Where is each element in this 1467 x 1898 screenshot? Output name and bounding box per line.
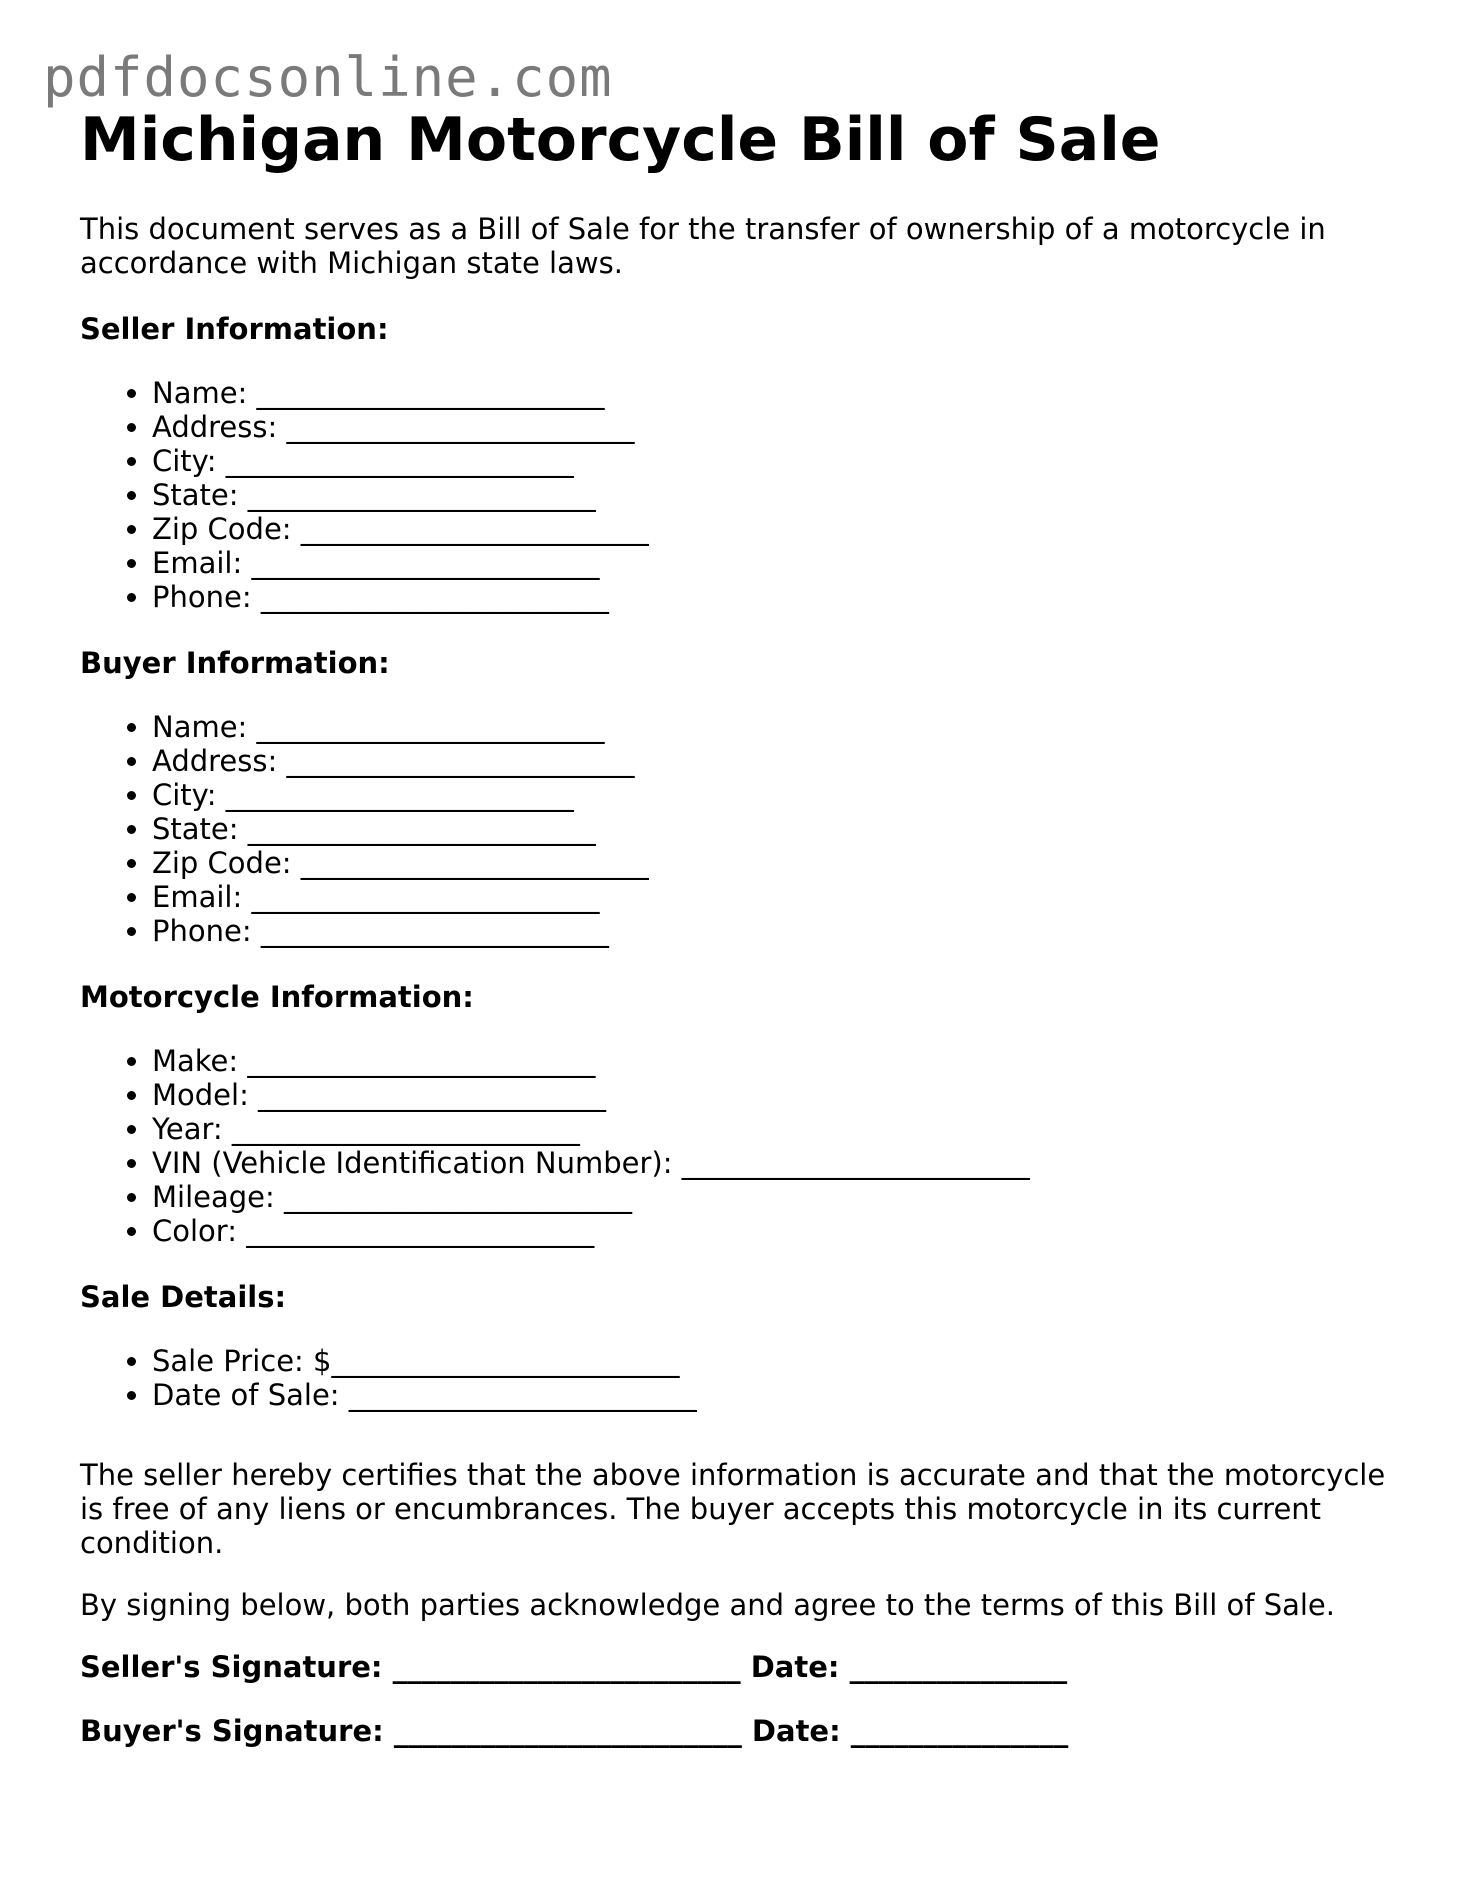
seller-phone-field: • Phone: ________________________ [152,580,1400,614]
motorcycle-mileage-field: • Mileage: ________________________ [152,1180,1400,1214]
buyer-city-field: • City: ________________________ [152,778,1400,812]
watermark: pdfdocsonline.com [43,46,613,109]
seller-state-field: • State: ________________________ [152,478,1400,512]
seller-information-heading: Seller Information: [80,312,389,346]
date-of-sale-field: • Date of Sale: ________________________ [152,1378,1400,1412]
buyer-name-field: • Name: ________________________ [152,710,1400,744]
buyer-zip-code-field: • Zip Code: ________________________ [152,846,1400,880]
buyer-state-field: • State: ________________________ [152,812,1400,846]
sale-details-heading: Sale Details: [80,1280,287,1314]
document-body [80,100,1400,1748]
sale-fields-list [80,1344,1400,1412]
buyer-phone-field: • Phone: ________________________ [152,914,1400,948]
motorcycle-vin-field: • VIN (Vehicle Identification Number): ________________________ [152,1146,1400,1180]
buyer-signature-line: Buyer's Signature: ________________________ Date: _______________ [80,1714,1069,1748]
buyer-email-field: • Email: ________________________ [152,880,1400,914]
motorcycle-model-field: • Model: ________________________ [152,1078,1400,1112]
seller-address-field: • Address: ________________________ [152,410,1400,444]
seller-email-field: • Email: ________________________ [152,546,1400,580]
motorcycle-fields-list [80,1044,1400,1248]
motorcycle-year-field: • Year: ________________________ [152,1112,1400,1146]
motorcycle-information-heading: Motorcycle Information: [80,980,474,1014]
seller-name-field: • Name: ________________________ [152,376,1400,410]
seller-signature-line: Seller's Signature: ________________________ Date: _______________ [80,1650,1068,1684]
buyer-fields-list [80,710,1400,948]
seller-zip-code-field: • Zip Code: ________________________ [152,512,1400,546]
intro-paragraph: This document serves as a Bill of Sale for the transfer of ownership of a motorcycle in accordance with Michigan state laws. [80,212,1326,280]
acknowledgement-paragraph: By signing below, both parties acknowledge and agree to the terms of this Bill of Sale. [80,1588,1335,1622]
motorcycle-make-field: • Make: ________________________ [152,1044,1400,1078]
certification-paragraph: The seller hereby certifies that the above information is accurate and that the motorcycle is free of any liens or encumbrances. The buyer accepts this motorcycle in its current condition. [80,1458,1386,1560]
document-title: Michigan Motorcycle Bill of Sale [80,105,1161,175]
buyer-address-field: • Address: ________________________ [152,744,1400,778]
buyer-information-heading: Buyer Information: [80,646,390,680]
motorcycle-color-field: • Color: ________________________ [152,1214,1400,1248]
sale-price-field: • Sale Price: $________________________ [152,1344,1400,1378]
seller-fields-list [80,376,1400,614]
seller-city-field: • City: ________________________ [152,444,1400,478]
